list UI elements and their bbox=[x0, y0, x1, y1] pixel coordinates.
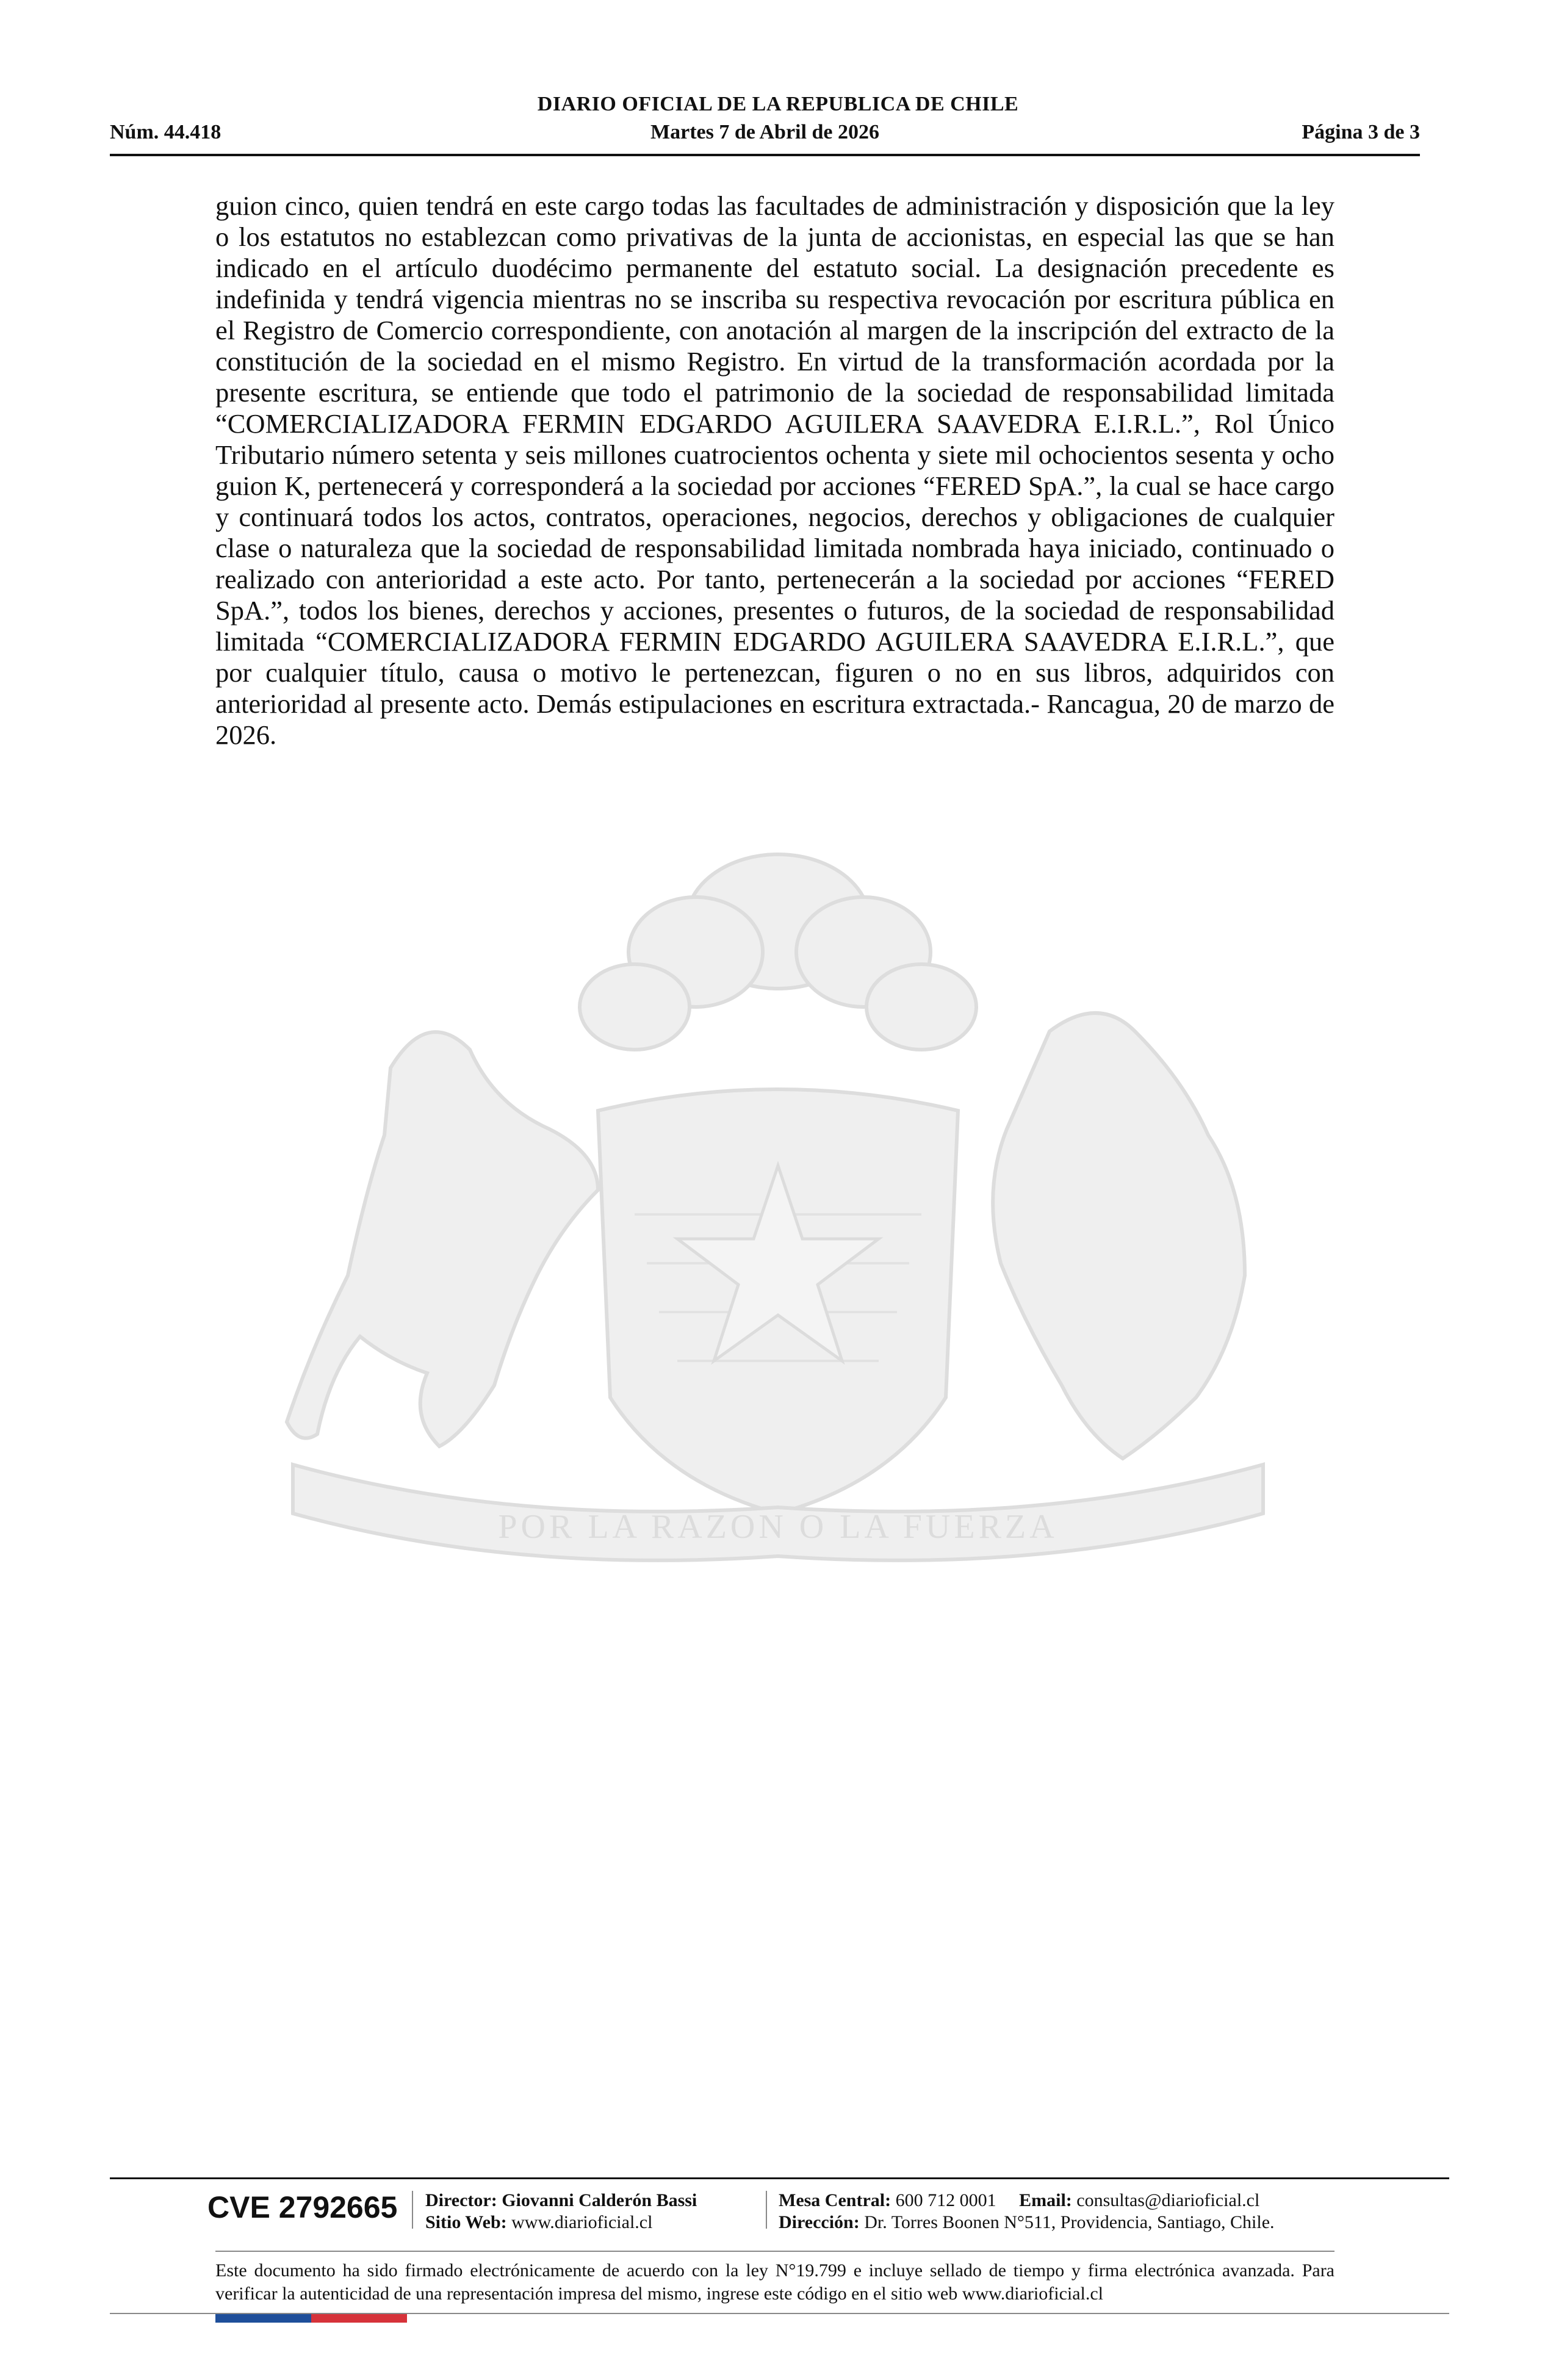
director-name: Giovanni Calderón Bassi bbox=[502, 2190, 697, 2210]
website-label: Sitio Web: bbox=[425, 2212, 507, 2232]
mesa-central-phone: 600 712 0001 bbox=[895, 2190, 996, 2210]
footer-top-divider bbox=[110, 2177, 1449, 2179]
footer-director-block bbox=[425, 2190, 767, 2234]
watermark-motto: POR LA RAZON O LA FUERZA bbox=[498, 1508, 1058, 1546]
address-label: Dirección: bbox=[779, 2212, 860, 2232]
signature-disclaimer: Este documento ha sido firmado electrónicamente de acuerdo con la ley N°19.799 e incluye sellado de tiempo y firma electrónica avanzada. Para verificar la autenticidad de una representación impresa del mismo, ingrese este código en el sitio web www.diarioficial.cl bbox=[215, 2260, 1334, 2304]
address-value: Dr. Torres Boonen N°511, Providencia, Santiago, Chile. bbox=[864, 2212, 1275, 2232]
extract-paragraph: guion cinco, quien tendrá en este cargo todas las facultades de administración y disposición que la ley o los estatutos no establezcan como privativas de la junta de accionistas, en especial las que se han indicado en el artículo duodécimo permanente del estatuto social. La designación precedente es indefinida y tendrá vigencia mientras no se inscriba su respectiva revocación por escritura pública en el Registro de Comercio correspondiente, con anotación al margen de la inscripción del extracto de la constitución de la sociedad en el mismo Registro. En virtud de la transformación acordada por la presente escritura, se entiende que todo el patrimonio de la sociedad de responsabilidad limitada “COMERCIALIZADORA FERMIN EDGARDO AGUILERA SAAVEDRA E.I.R.L.”, Rol Único Tributario número setenta y seis millones cuatrocientos ochenta y siete mil ochocientos sesenta y ocho guion K, pertenecerá y corresponderá a la sociedad por acciones “FERED SpA.”, la cual se hace cargo y continuará todos los actos, contratos, operaciones, negocios, derechos y obligaciones de cualquier clase o naturaleza que la sociedad de responsabilidad limitada nombrada haya iniciado, continuado o realizado con anterioridad a este acto. Por tanto, pertenecerán a la sociedad por acciones “FERED SpA.”, todos los bienes, derechos y acciones, presentes o futuros, de la sociedad de responsabilidad limitada “COMERCIALIZADORA FERMIN EDGARDO AGUILERA SAAVEDRA E.I.R.L.”, que por cualquier título, causa o motivo le pertenezcan, figuren o no en sus libros, adquiridos con anterioridad al presente acto. Demás estipulaciones en escritura extractada.- Rancagua, 20 de marzo de 2026. bbox=[215, 190, 1334, 750]
flag-stripe-red bbox=[311, 2314, 407, 2323]
issue-number: Núm. 44.418 bbox=[110, 121, 222, 143]
page-indicator: Página 3 de 3 bbox=[1302, 121, 1420, 143]
director-label: Director: bbox=[425, 2190, 497, 2210]
header-divider bbox=[110, 154, 1420, 156]
flag-stripe-blue bbox=[215, 2314, 311, 2323]
mesa-central-label: Mesa Central: bbox=[779, 2190, 891, 2210]
issue-date: Martes 7 de Abril de 2026 bbox=[650, 121, 879, 143]
website-link[interactable]: www.diarioficial.cl bbox=[511, 2212, 653, 2232]
cve-code: CVE 2792665 bbox=[207, 2190, 398, 2224]
email-label: Email: bbox=[1019, 2190, 1072, 2210]
gazette-title: DIARIO OFICIAL DE LA REPUBLICA DE CHILE bbox=[537, 93, 1019, 115]
coat-of-arms-icon bbox=[207, 848, 1349, 1654]
footer-contact-block bbox=[779, 2190, 1340, 2234]
footer-separator bbox=[412, 2191, 413, 2229]
footer-mid-divider bbox=[215, 2251, 1334, 2252]
email-link[interactable]: consultas@diarioficial.cl bbox=[1076, 2190, 1260, 2210]
footer-separator bbox=[766, 2191, 767, 2229]
